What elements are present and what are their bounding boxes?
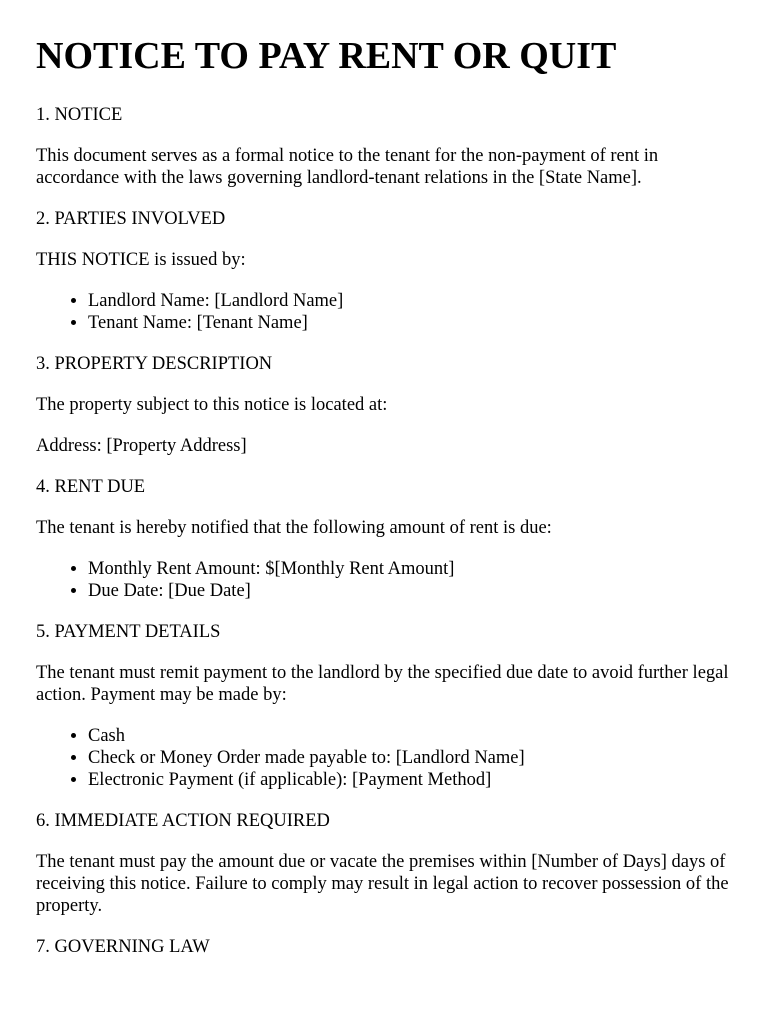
- section-heading-law: 7. GOVERNING LAW: [36, 937, 210, 957]
- list-item: • Tenant Name: [Tenant Name]: [88, 312, 734, 334]
- list-item: • Electronic Payment (if applicable): [Payment Method]: [88, 769, 734, 791]
- list-item: • Cash: [88, 725, 734, 747]
- section-heading-rent-due: 4. RENT DUE: [36, 477, 146, 497]
- section-heading-notice: 1. NOTICE: [36, 105, 123, 125]
- property-address: Address: [Property Address]: [36, 436, 247, 456]
- property-intro: The property subject to this notice is located at:: [36, 395, 388, 415]
- list-item: • Due Date: [Due Date]: [88, 580, 734, 602]
- parties-intro: THIS NOTICE is issued by:: [36, 250, 246, 270]
- document-title: NOTICE TO PAY RENT OR QUIT: [36, 35, 617, 77]
- payment-intro: The tenant must remit payment to the landlord by the specified due date to avoid further legal action. Payment may be made by:: [36, 663, 729, 705]
- list-item: • Landlord Name: [Landlord Name]: [88, 290, 734, 312]
- action-body: The tenant must pay the amount due or vacate the premises within [Number of Days] days of receiving this notice. Failure to comply may result in legal action to recover possession of the property.: [36, 852, 729, 916]
- parties-list: [36, 290, 734, 334]
- list-item: • Check or Money Order made payable to: [Landlord Name]: [88, 747, 734, 769]
- rent-due-list: [36, 558, 734, 602]
- section-heading-payment: 5. PAYMENT DETAILS: [36, 622, 221, 642]
- section-heading-parties: 2. PARTIES INVOLVED: [36, 209, 226, 229]
- rent-due-intro: The tenant is hereby notified that the following amount of rent is due:: [36, 518, 552, 538]
- section-heading-action: 6. IMMEDIATE ACTION REQUIRED: [36, 811, 330, 831]
- notice-body: This document serves as a formal notice to the tenant for the non-payment of rent in accordance with the laws governing landlord-tenant relations in the [State Name].: [36, 146, 659, 188]
- payment-methods-list: [36, 725, 734, 791]
- list-item: • Monthly Rent Amount: $[Monthly Rent Amount]: [88, 558, 734, 580]
- section-heading-property: 3. PROPERTY DESCRIPTION: [36, 354, 273, 374]
